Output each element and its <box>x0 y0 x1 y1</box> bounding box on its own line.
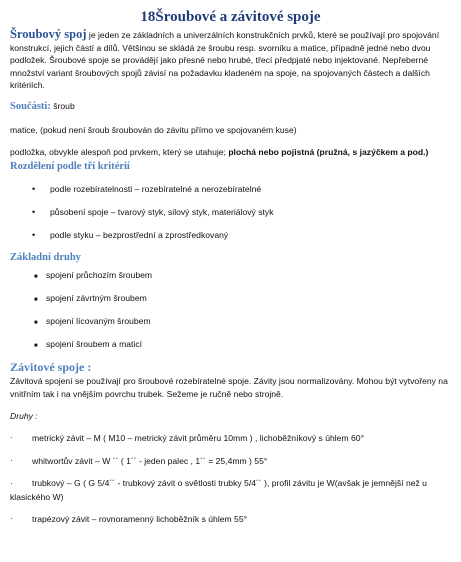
bullet-icon: • <box>32 184 36 195</box>
bullet-icon: • <box>32 207 36 218</box>
criteria-list <box>10 183 451 241</box>
zakladni-heading-line <box>10 251 451 265</box>
druhy-label: Druhy : <box>10 411 38 422</box>
square-bullet-icon: ■ <box>34 319 38 326</box>
list-item: • podle styku – bezprostřední a zprostředkovaný <box>32 230 229 241</box>
zavitove-paragraph: Závitová spojení se používají pro šroubové rozebíratelné spoje. Závity jsou normalizovány. Mohou být vytvořeny na vnitřním tak i na vnějším povrchu trubek. Sežeme je ručně nebo strojně. <box>10 375 448 399</box>
page-title: 18Šroubové a závitové spoje <box>140 9 321 25</box>
square-bullet-icon: ■ <box>34 273 38 280</box>
list-item: ■ spojení lícovaným šroubem <box>10 315 451 327</box>
zakladni-heading: Základní druhy <box>10 252 81 264</box>
soucasti-heading: Součásti: <box>10 100 51 112</box>
list-item: · metrický závit – M ( M10 – metrický závit průměru 10mm ) , lichoběžníkový s úhlem 60° <box>10 433 365 444</box>
bullet-icon: · <box>10 455 13 465</box>
soucasti-line-3-normal: podložka, obvykle alespoň pod prvkem, který se utahuje; <box>10 147 229 158</box>
list-item: · trapézový závit – rovnoramenný lichoběžník s úhlem 55° <box>10 514 248 525</box>
list-item: ■ spojení průchozím šroubem <box>10 269 451 281</box>
soucasti-line-3-bold: plochá nebo pojistná (pružná, s jazýčkem a pod.) <box>228 147 429 158</box>
list-item: ■ spojení šroubem a maticí <box>10 338 451 350</box>
soucasti-line-2: matice, (pokud není šroub šroubován do závitu přímo ve spojovaném kuse) <box>10 124 297 135</box>
intro-paragraph <box>10 28 451 92</box>
square-bullet-icon: ■ <box>34 296 38 303</box>
soucasti-line-3 <box>10 146 451 173</box>
list-item: • podle rozebíratelnosti – rozebíratelné a nerozebíratelné <box>32 184 262 195</box>
list-item: ■ spojení závrtným šroubem <box>10 292 451 304</box>
soucasti-first: šroub <box>50 100 75 111</box>
criteria-heading: Rozdělení podle tří kritérií <box>10 160 130 172</box>
zakladni-list <box>10 269 451 350</box>
intro-lead-term: Šroubový spoj <box>10 27 87 41</box>
list-item: · trubkový – G ( G 5/4´´ - trubkový závit o světlosti trubky 5/4´´ ), profil závitu je W(avšak je jemnější než u klasického W) <box>10 478 427 502</box>
bullet-icon: · <box>10 479 13 489</box>
list-item: • působení spoje – tvarový styk, silový styk, materiálový styk <box>32 207 274 218</box>
square-bullet-icon: ■ <box>34 342 38 349</box>
list-item: · whitwortův závit – W ´´ ( 1´´ - jeden palec , 1´´ = 25,4mm ) 55° <box>10 455 268 466</box>
bullet-icon: · <box>10 433 13 443</box>
zavitove-heading: Závitové spoje : <box>10 359 92 374</box>
bullet-icon: · <box>10 514 13 524</box>
bullet-icon: • <box>32 230 36 241</box>
soucasti-line <box>10 100 451 114</box>
intro-text: je jeden ze základních a univerzálních konstrukčních prvků, které se používají pro spojování konstrukcí, jejich částí a dílů. Většinou se skládá ze šroubu resp. svorníku a matice, případně jedné nebo dvou podložek. Šroubové spoje se provádějí jako přesné nebo hrubé, třecí předpjaté nebo injektované. Nepřeberné množství variant šroubových spojů závisí na požadavku kladeném na spoje, na spojovaných částech a dalších kritériích. <box>10 30 440 91</box>
